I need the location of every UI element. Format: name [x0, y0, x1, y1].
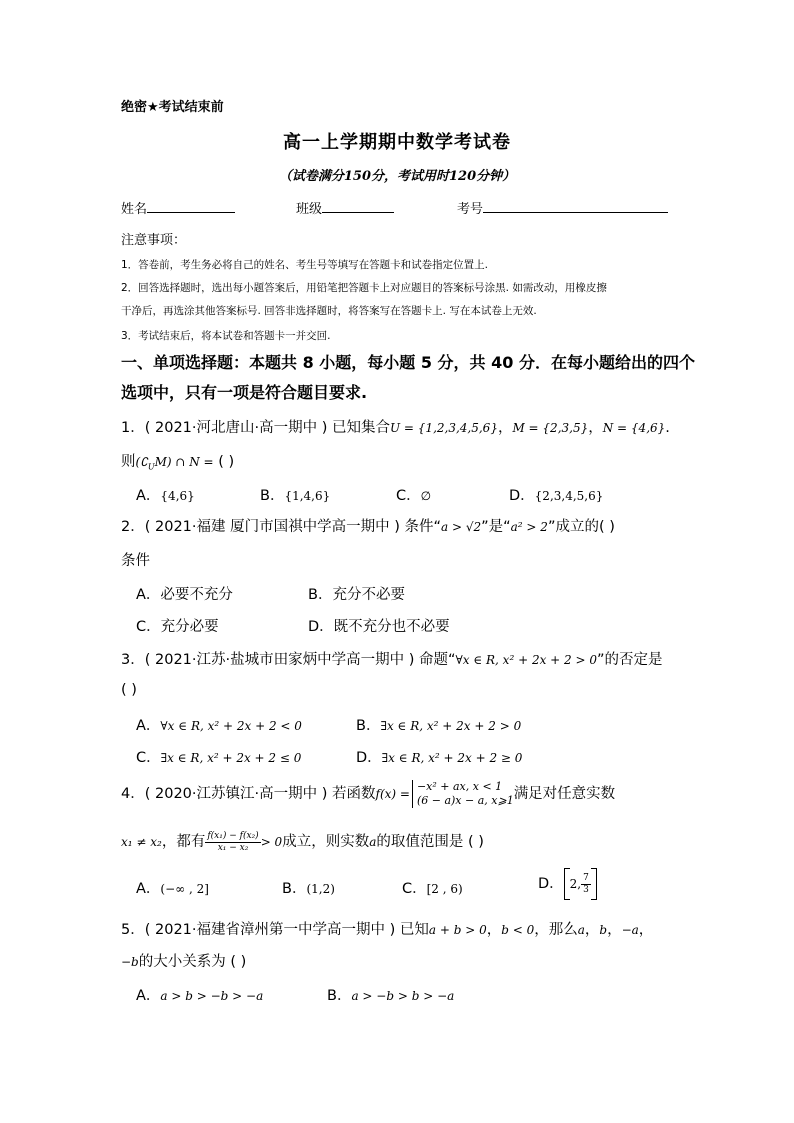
- q1-option-a[interactable]: A．{4,6}: [136, 488, 195, 504]
- q4-text2: 成立，则实数: [282, 834, 370, 850]
- class-field: [296, 198, 394, 217]
- notes-heading: 注意事项：: [121, 233, 187, 248]
- question-1-line2: [121, 450, 234, 471]
- q5-tail: 的大小关系为 ( ): [138, 954, 247, 970]
- q2-lead: 2．( 2021·福建 厦门市国祺中学高一期中 ) 条件“: [121, 519, 441, 535]
- confidential-mark: 绝密★考试结束前: [121, 100, 224, 115]
- q5-option-b[interactable]: B．a > −b > b > −a: [327, 988, 455, 1004]
- q1-option-b[interactable]: B．{1,4,6}: [260, 488, 331, 504]
- q4-lead: 4．( 2020·江苏镇江·高一期中 ) 若函数: [121, 786, 376, 802]
- q3-lead: 3．( 2021·江苏·盐城市田家炳中学高一期中 ) 命题“: [121, 652, 456, 668]
- q4-fraction: $\frac{\text{f(x₁) − f(x₂)}}{\text{x₁ − x₂}}$: [207, 830, 259, 853]
- q3-option-c[interactable]: C．∃x ∈ R, x² + 2x + 2 ≤ 0: [136, 750, 302, 766]
- q2-option-b[interactable]: B．充分不必要: [308, 587, 405, 603]
- q1-set-u: U = {1,2,3,4,5,6}: [390, 421, 498, 435]
- q2-option-a[interactable]: A．必要不充分: [136, 587, 233, 603]
- section-heading-cont: 选项中，只有一项是符合题目要求.: [121, 383, 368, 402]
- class-label: 班级: [296, 202, 323, 217]
- q5-cond2: b < 0: [501, 923, 535, 937]
- q5-lead: 5．( 2021·福建省漳州第一中学高一期中 ) 已知: [121, 922, 429, 938]
- q2-tail: ”成立的( ): [547, 519, 615, 535]
- q3-option-b[interactable]: B．∃x ∈ R, x² + 2x + 2 > 0: [356, 718, 522, 734]
- q1-option-d[interactable]: D．{2,3,4,5,6}: [509, 488, 604, 504]
- q2-option-c[interactable]: C．充分必要: [136, 619, 219, 635]
- q3-proposition: ∀x ∈ R, x² + 2x + 2 > 0: [455, 653, 597, 667]
- q5-option-a[interactable]: A．a > b > −b > −a: [136, 988, 264, 1004]
- question-5: 5．( 2021·福建省漳州第一中学高一期中 ) 已知a + b > 0，b < 0，那么a，b，−a，: [121, 922, 654, 938]
- section-heading: 一、单项选择题：本题共 8 小题，每小题 5 分，共 40 分．在每小题给出的四个: [121, 353, 695, 372]
- q4-fx: f(x) =: [375, 787, 410, 801]
- name-field: [121, 198, 235, 217]
- q1-set-n: N = {4,6}: [602, 421, 666, 435]
- page-title: 高一上学期期中数学考试卷: [283, 132, 511, 153]
- q4-option-d[interactable]: D． 2, $\frac{7}{3}$: [538, 868, 597, 900]
- q4-piecewise: −x² + ax, x < 1 (6 − a)x − a, x⩾1: [412, 780, 514, 808]
- q2-mid: ”是“: [481, 519, 511, 535]
- q3-option-a[interactable]: A．∀x ∈ R, x² + 2x + 2 < 0: [136, 718, 302, 734]
- q4-text: ，都有: [161, 834, 206, 850]
- note-item: 2．回答选择题时，选出每小题答案后，用铅笔把答题卡上对应题目的答案标号涂黑. 如需改动，用橡皮擦: [121, 282, 607, 294]
- question-3: [121, 648, 663, 669]
- q1-lead: 1．( 2021·河北唐山·高一期中 ) 已知集合: [121, 420, 390, 436]
- q1-option-c[interactable]: C．∅: [396, 488, 432, 504]
- note-item: 干净后，再选涂其他答案标号. 回答非选择题时，将答案写在答题卡上. 写在本试卷上无效.: [121, 305, 537, 317]
- exam-subtitle: （试卷满分150分，考试用时120分钟）: [278, 169, 516, 184]
- note-item: 1．答卷前，考生务必将自己的姓名、考生号等填写在答题卡和试卷指定位置上.: [121, 259, 489, 271]
- name-blank: [147, 199, 235, 213]
- q2-cond1: a > √2: [441, 520, 482, 534]
- q2-option-d[interactable]: D．既不充分也不必要: [308, 619, 450, 635]
- q5-neg-b: −b: [121, 955, 139, 969]
- exam-no-field: [457, 198, 668, 217]
- q2-cond2: a² > 2: [510, 520, 548, 534]
- q4-tail: 满足对任意实数: [513, 786, 616, 802]
- q1-set-m: M = {2,3,5}: [512, 421, 589, 435]
- name-label: 姓名: [121, 202, 148, 217]
- q3-tail: ”的否定是: [597, 652, 663, 668]
- q4-option-a[interactable]: A．(−∞ , 2]: [136, 881, 209, 897]
- q1-answer-paren: ( ): [218, 454, 235, 470]
- class-blank: [322, 199, 394, 213]
- q4-text3: 的取值范围是 ( ): [376, 834, 484, 850]
- q4-var-a: a: [369, 835, 377, 849]
- q1-expr: $(∁_UM)$ ∩ N =: [135, 455, 214, 472]
- question-2: [121, 515, 615, 536]
- q1-then: 则: [121, 454, 136, 470]
- q4-option-c[interactable]: C．[2 , 6): [402, 881, 463, 897]
- q3-option-d[interactable]: D．∃x ∈ R, x² + 2x + 2 ≥ 0: [356, 750, 523, 766]
- question-4-line2: [121, 830, 484, 854]
- note-item: 3．考试结束后，将本试卷和答题卡一并交回.: [121, 330, 331, 342]
- q1-sep: ，: [497, 420, 513, 436]
- q4-ineq: > 0: [260, 835, 283, 849]
- q4-option-b[interactable]: B．(1,2): [282, 881, 335, 897]
- exam-no-label: 考号: [457, 202, 484, 217]
- question-4: [121, 780, 615, 808]
- question-1: 1．( 2021·河北唐山·高一期中 ) 已知集合U = {1,2,3,4,5,6}，M = {2,3,5}，N = {4,6}.: [121, 420, 670, 436]
- q4-cond: x₁ ≠ x₂: [121, 835, 162, 849]
- question-5-line2: [121, 950, 246, 971]
- q5-cond1: a + b > 0: [428, 923, 487, 937]
- q1-sep: ，: [588, 420, 603, 436]
- exam-no-blank: [483, 199, 668, 213]
- question-2-line2: 条件: [121, 553, 150, 569]
- question-3-line2: ( ): [121, 682, 137, 698]
